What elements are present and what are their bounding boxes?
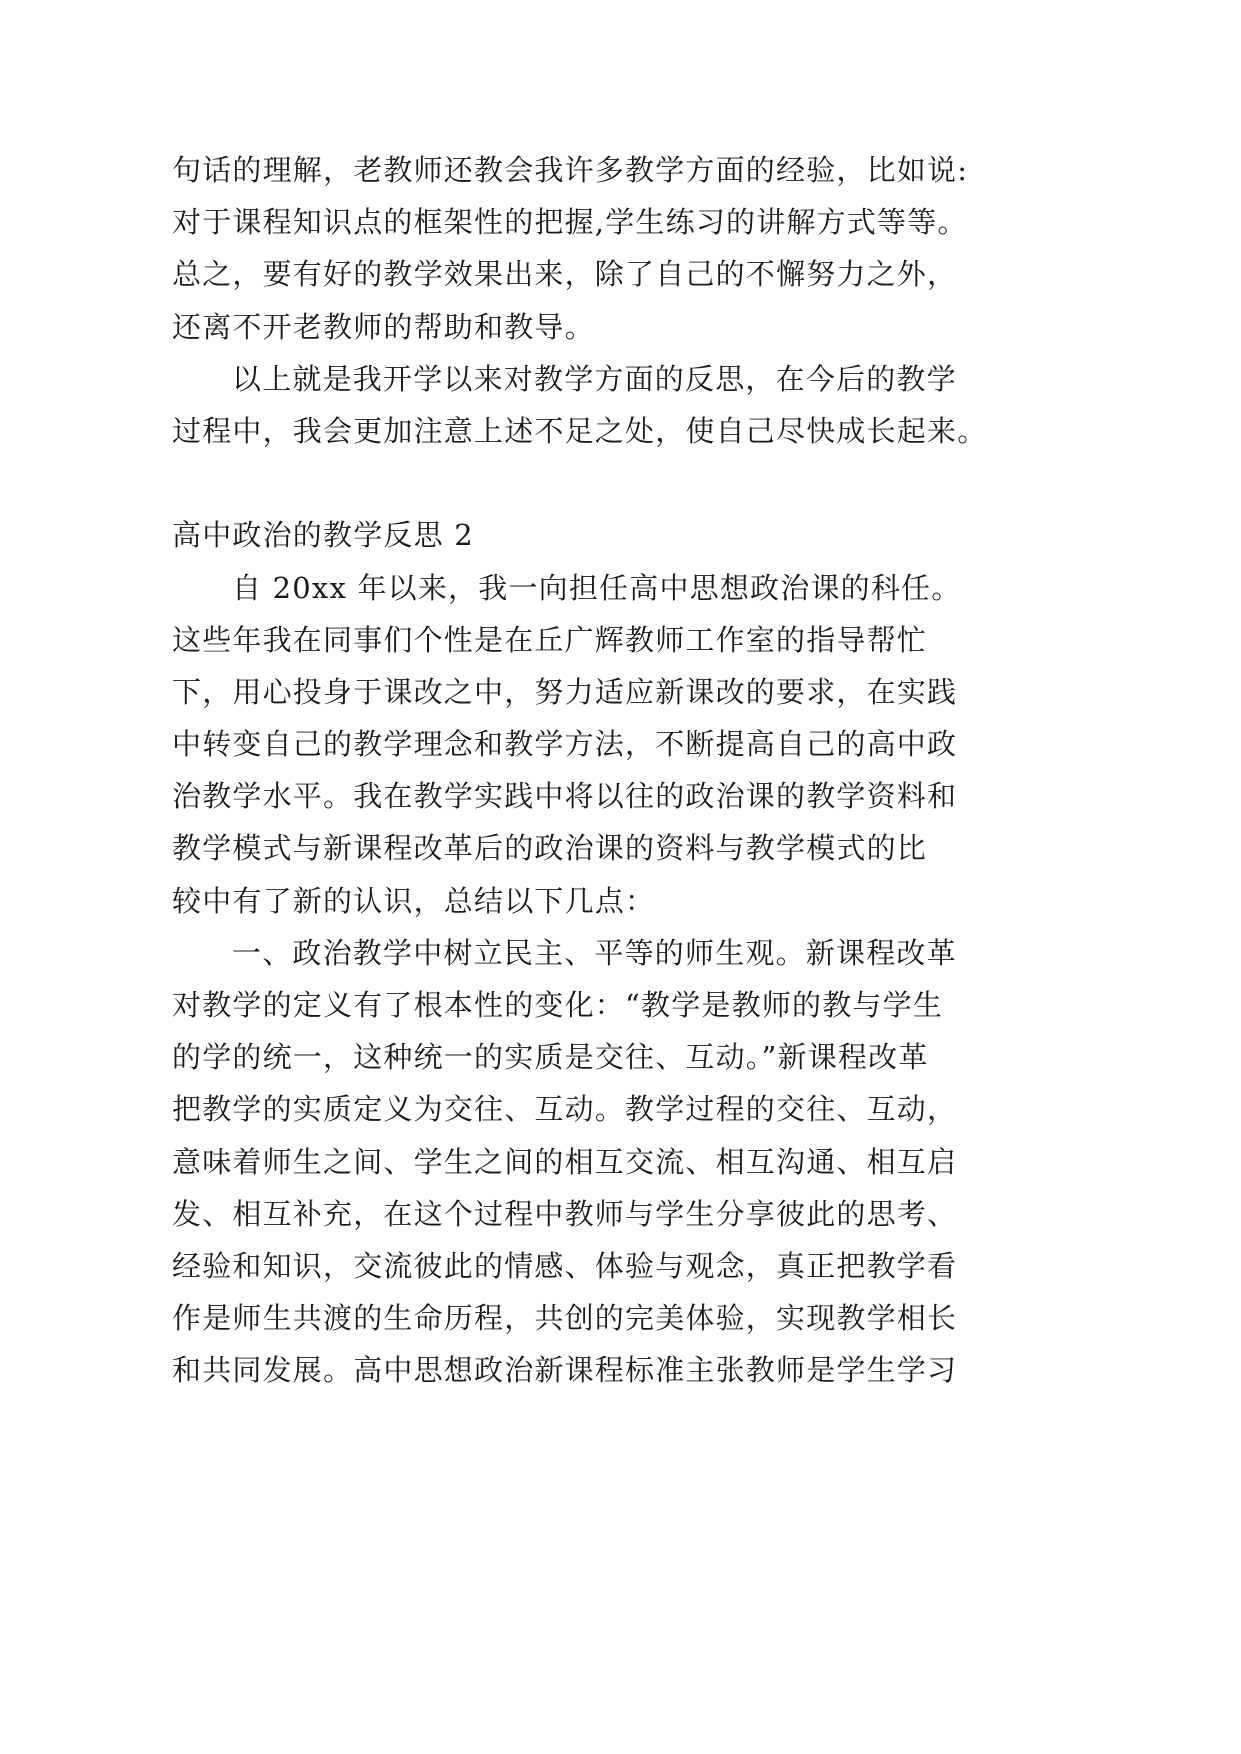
paragraph-line: 经验和知识，交流彼此的情感、体验与观念，真正把教学看 xyxy=(172,1248,958,1283)
paragraph-line: 句话的理解，老教师还教会我许多教学方面的经验，比如说: xyxy=(172,153,969,187)
paragraph-line: 对教学的定义有了根本性的变化：“教学是教师的教与学生 xyxy=(172,988,944,1022)
section-title: 高中政治的教学反思 2 xyxy=(172,518,474,553)
paragraph-line: 一、政治教学中树立民主、平等的师生观。新课程改革 xyxy=(232,935,957,970)
paragraph-line: 对于课程知识点的框架性的把握,学生练习的讲解方式等等。 xyxy=(172,205,968,240)
paragraph-line: 发、相互补充，在这个过程中教师与学生分享彼此的思考、 xyxy=(172,1196,958,1231)
paragraph-line: 意味着师生之间、学生之间的相互交流、相互沟通、相互启 xyxy=(172,1144,958,1179)
paragraph-line: 自 20xx 年以来，我一向担任高中思想政治课的科任。 xyxy=(232,570,962,605)
closing-paragraph xyxy=(172,353,1132,457)
point-one-paragraph xyxy=(172,927,1132,1397)
paragraph-line: 和共同发展。高中思想政治新课程标准主张教师是学生学习 xyxy=(172,1353,958,1388)
paragraph-line: 教学模式与新课程改革后的政治课的资料与教学模式的比 xyxy=(172,831,928,866)
paragraph-line: 过程中，我会更加注意上述不足之处，使自己尽快成长起来。 xyxy=(172,413,988,448)
paragraph-line: 较中有了新的认识，总结以下几点： xyxy=(172,883,656,918)
paragraph-line: 治教学水平。我在教学实践中将以往的政治课的教学资料和 xyxy=(172,779,958,814)
paragraph-line: 下，用心投身于课改之中，努力适应新课改的要求，在实践 xyxy=(172,674,958,709)
paragraph-line: 还离不开老教师的帮助和教导。 xyxy=(172,309,595,344)
paragraph-line: 总之，要有好的教学效果出来，除了自己的不懈努力之外， xyxy=(172,257,958,292)
paragraph-line: 这些年我在同事们个性是在丘广辉教师工作室的指导帮忙 xyxy=(172,622,928,657)
page-body xyxy=(172,144,1132,1397)
paragraph-line: 中转变自己的教学理念和教学方法，不断提高自己的高中政 xyxy=(172,727,958,762)
section-title-block xyxy=(172,509,1132,561)
intro-paragraph xyxy=(172,562,1132,927)
paragraph-line: 以上就是我开学以来对教学方面的反思，在今后的教学 xyxy=(232,361,957,396)
paragraph-line: 的学的统一，这种统一的实质是交往、互动。”新课程改革 xyxy=(172,1040,929,1075)
paragraph-line: 作是师生共渡的生命历程，共创的完美体验，实现教学相长 xyxy=(172,1301,958,1336)
continued-paragraph xyxy=(172,144,1132,353)
paragraph-line: 把教学的实质定义为交往、互动。教学过程的交往、互动， xyxy=(172,1092,958,1127)
